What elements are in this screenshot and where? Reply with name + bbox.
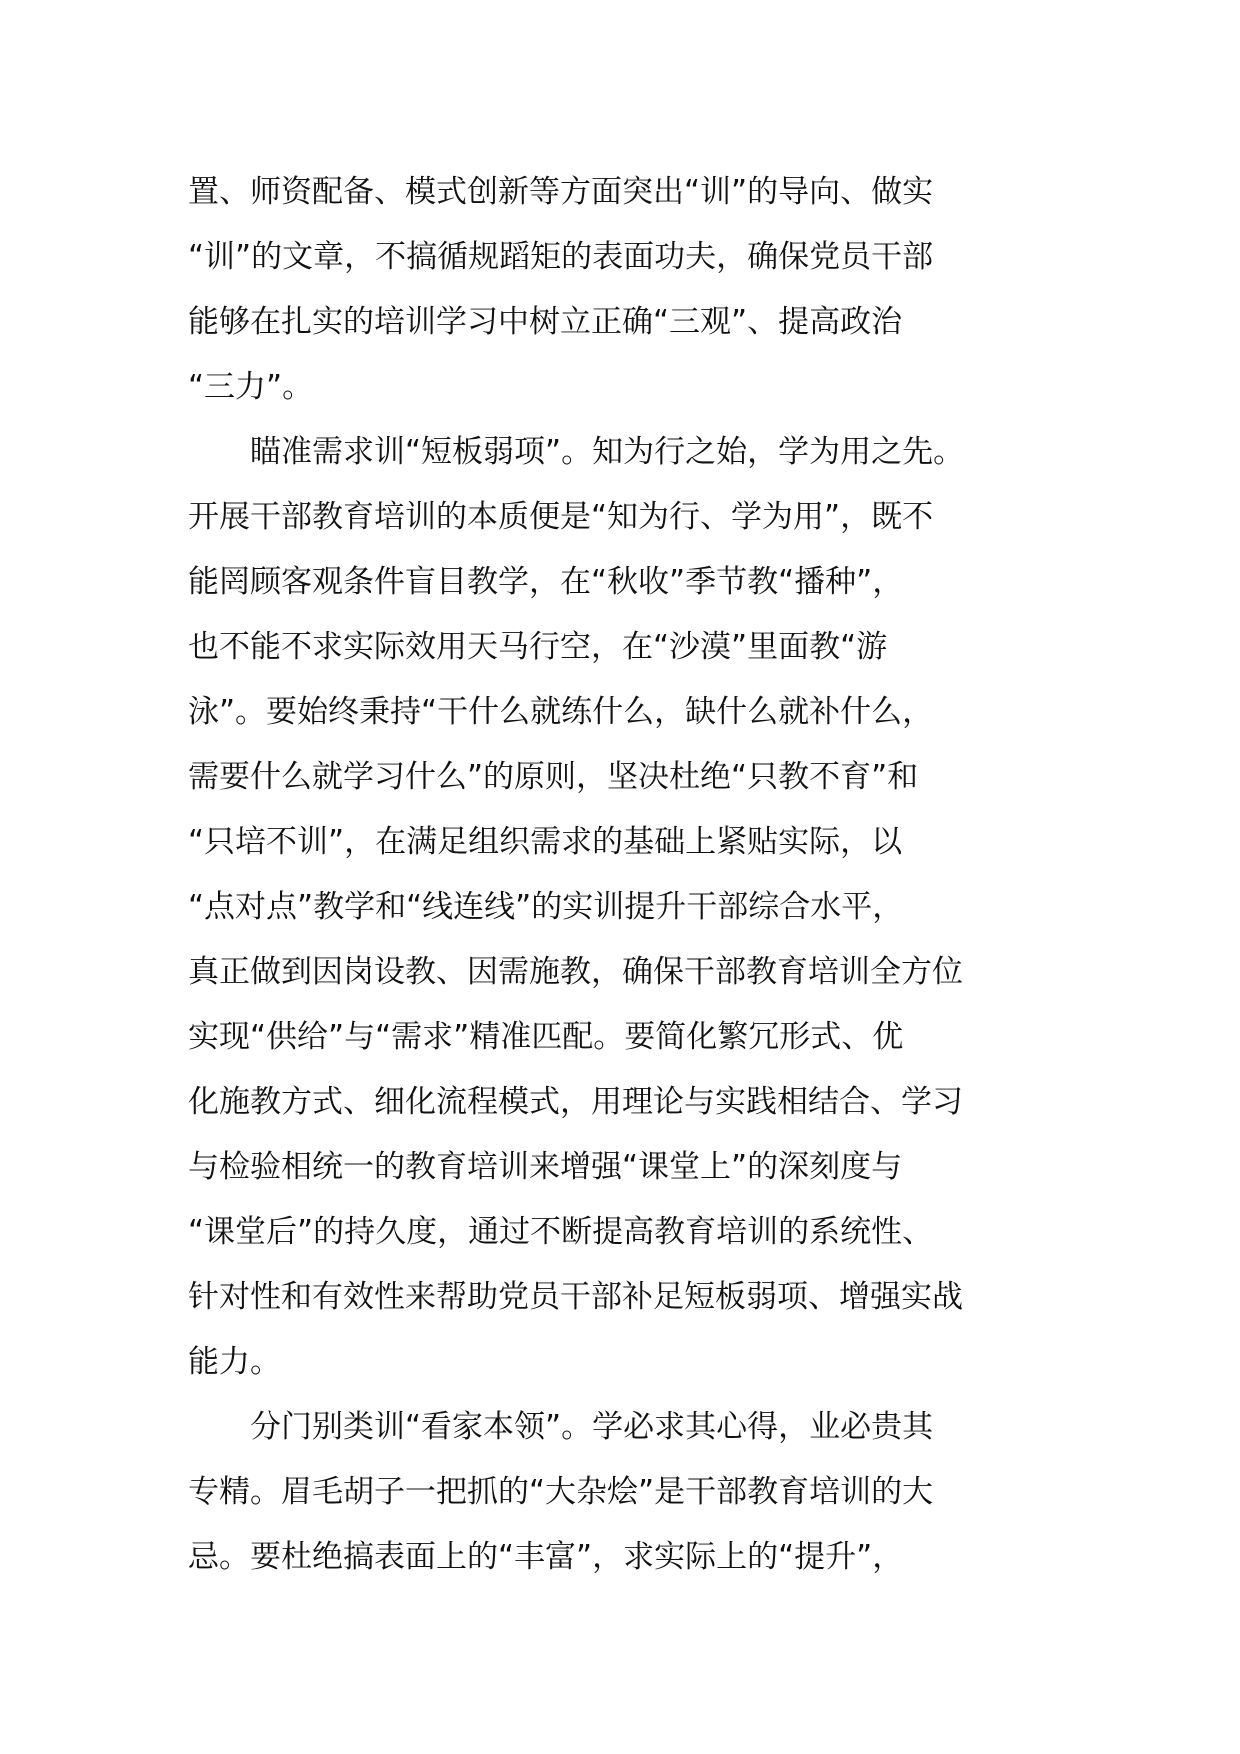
text-line: 泳”。要始终秉持“干什么就练什么，缺什么就补什么， — [188, 694, 934, 730]
text-line: 忌。要杜绝搞表面上的“丰富”，求实际上的“提升”， — [188, 1539, 904, 1575]
paragraph-heading-line: 分门别类训“看家本领”。学必求其心得，业必贵其 — [250, 1409, 934, 1445]
text-line: 化施教方式、细化流程模式，用理论与实践相结合、学习 — [188, 1084, 963, 1120]
text-line: “课堂后”的持久度，通过不断提高教育培训的系统性、 — [188, 1214, 934, 1250]
text-line: 需要什么就学习什么”的原则，坚决杜绝“只教不育”和 — [188, 759, 919, 795]
text-line: “训”的文章，不搞循规蹈矩的表面功夫，确保党员干部 — [188, 239, 934, 275]
text-line: 置、师资配备、模式创新等方面突出“训”的导向、做实 — [188, 174, 934, 210]
paragraph-heading-line: 瞄准需求训“短板弱项”。知为行之始，学为用之先。 — [250, 434, 965, 470]
text-line: “只培不训”，在满足组织需求的基础上紧贴实际，以 — [188, 824, 903, 860]
text-line: 真正做到因岗设教、因需施教，确保干部教育培训全方位 — [188, 954, 963, 990]
text-line: 开展干部教育培训的本质便是“知为行、学为用”，既不 — [188, 499, 934, 535]
body-text — [188, 172, 1068, 1602]
text-line: 能力。 — [188, 1344, 281, 1380]
text-line: 能罔顾客观条件盲目教学，在“秋收”季节教“播种”， — [188, 564, 904, 600]
text-line: 与检验相统一的教育培训来增强“课堂上”的深刻度与 — [188, 1149, 903, 1185]
text-line: “三力”。 — [188, 369, 314, 405]
text-line: 能够在扎实的培训学习中树立正确“三观”、提高政治 — [188, 304, 903, 340]
text-line: 专精。眉毛胡子一把抓的“大杂烩”是干部教育培训的大 — [188, 1474, 934, 1510]
text-line: “点对点”教学和“线连线”的实训提升干部综合水平， — [188, 889, 904, 925]
text-line: 针对性和有效性来帮助党员干部补足短板弱项、增强实战 — [188, 1279, 963, 1315]
text-line: 也不能不求实际效用天马行空，在“沙漠”里面教“游 — [188, 629, 888, 665]
text-line: 实现“供给”与“需求”精准匹配。要简化繁冗形式、优 — [188, 1019, 904, 1055]
